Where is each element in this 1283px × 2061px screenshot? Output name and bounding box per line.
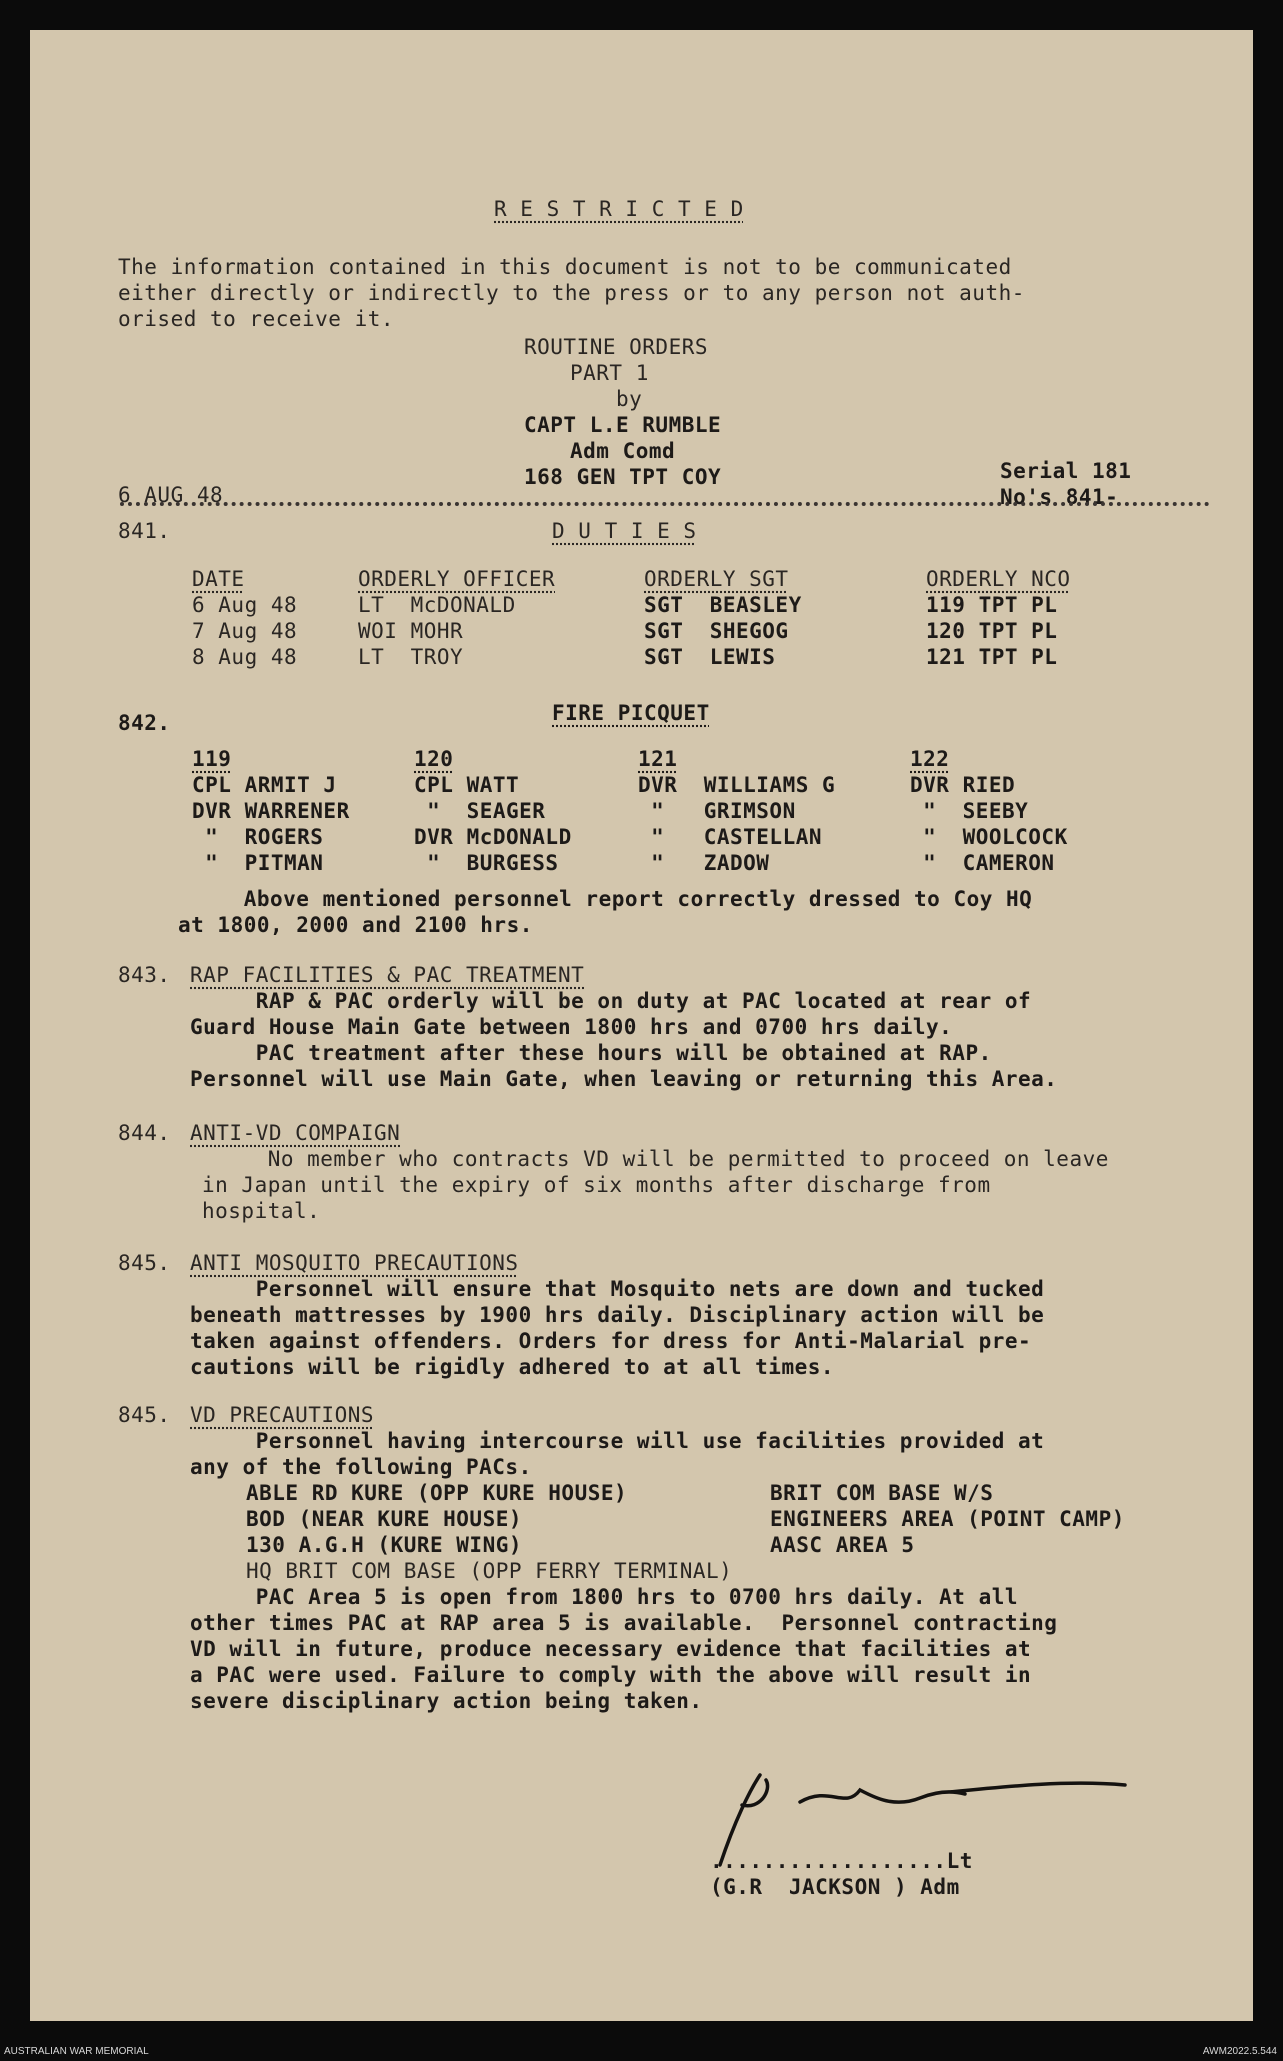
document-page bbox=[30, 30, 1253, 2021]
signature-dots: ..................Lt bbox=[710, 1849, 973, 1873]
picquet-group-number: 120 bbox=[414, 747, 454, 771]
col-orderly-nco: ORDERLY NCO bbox=[926, 567, 1071, 591]
fire-picquet-heading: FIRE PICQUET bbox=[552, 701, 710, 725]
picquet-member: DVR WARRENER bbox=[192, 799, 350, 823]
title-unit: 168 GEN TPT COY bbox=[524, 465, 722, 489]
picquet-group-number: 121 bbox=[638, 747, 678, 771]
picquet-member: " BURGESS bbox=[414, 851, 559, 875]
order-date: 6 AUG 48 bbox=[118, 483, 224, 507]
duties-heading: D U T I E S bbox=[552, 519, 697, 543]
picquet-member: " SEAGER bbox=[414, 799, 546, 823]
pac-location: BOD (NEAR KURE HOUSE) bbox=[246, 1507, 523, 1531]
archive-footer-right: AWM2022.5.544 bbox=[1202, 2046, 1277, 2057]
pac-location: AASC AREA 5 bbox=[770, 1533, 915, 1557]
dotted-divider bbox=[120, 502, 1210, 506]
picquet-note-line: Above mentioned personnel report correctly dressed to Coy HQ bbox=[178, 887, 1033, 911]
vd-outro-line: severe disciplinary action being taken. bbox=[190, 1689, 703, 1713]
picquet-member: " CAMERON bbox=[910, 851, 1055, 875]
rap-line: Guard House Main Gate between 1800 hrs and 0700 hrs daily. bbox=[190, 1015, 953, 1039]
signatory-name: (G.R JACKSON ) Adm bbox=[710, 1875, 960, 1899]
picquet-member: " ROGERS bbox=[192, 825, 324, 849]
picquet-member: " CASTELLAN bbox=[638, 825, 823, 849]
title-officer: CAPT L.E RUMBLE bbox=[524, 413, 722, 437]
para-number-846: 845. bbox=[118, 1403, 171, 1427]
serial-number: Serial 181 bbox=[1000, 459, 1132, 483]
mosquito-line: cautions will be rigidly adhered to at all times. bbox=[190, 1355, 835, 1379]
para-number-841: 841. bbox=[118, 519, 171, 543]
antivd-line: No member who contracts VD will be permitted to proceed on leave bbox=[202, 1147, 1109, 1171]
pac-location: 130 A.G.H (KURE WING) bbox=[246, 1533, 523, 1557]
vd-intro-line: Personnel having intercourse will use facilities provided at bbox=[190, 1429, 1045, 1453]
warning-line-1: The information contained in this document is not to be communicated bbox=[118, 255, 1012, 279]
picquet-group-number: 122 bbox=[910, 747, 950, 771]
mosquito-heading: ANTI MOSQUITO PRECAUTIONS bbox=[190, 1251, 519, 1275]
duty-date: 8 Aug 48 bbox=[192, 645, 298, 669]
vd-outro-line: VD will in future, produce necessary evidence that facilities at bbox=[190, 1637, 1032, 1661]
picquet-member: " PITMAN bbox=[192, 851, 324, 875]
vd-outro-line: a PAC were used. Failure to comply with the above will result in bbox=[190, 1663, 1032, 1687]
duty-officer: LT McDONALD bbox=[358, 593, 516, 617]
antivd-heading: ANTI-VD COMPAIGN bbox=[190, 1121, 401, 1145]
vd-outro-line: PAC Area 5 is open from 1800 hrs to 0700 hrs daily. At all bbox=[190, 1585, 1019, 1609]
para-number-844: 844. bbox=[118, 1121, 171, 1145]
archive-footer-left: AUSTRALIAN WAR MEMORIAL bbox=[4, 2046, 149, 2057]
para-number-843: 843. bbox=[118, 963, 171, 987]
picquet-member: CPL ARMIT J bbox=[192, 773, 337, 797]
rap-line: Personnel will use Main Gate, when leaving or returning this Area. bbox=[190, 1067, 1058, 1091]
mosquito-line: Personnel will ensure that Mosquito nets are down and tucked bbox=[190, 1277, 1045, 1301]
duty-sgt: SGT LEWIS bbox=[644, 645, 776, 669]
pac-location: HQ BRIT COM BASE (OPP FERRY TERMINAL) bbox=[246, 1559, 733, 1583]
vd-outro-line: other times PAC at RAP area 5 is available. Personnel contracting bbox=[190, 1611, 1058, 1635]
rap-heading: RAP FACILITIES & PAC TREATMENT bbox=[190, 963, 585, 987]
picquet-group-number: 119 bbox=[192, 747, 232, 771]
pac-location: BRIT COM BASE W/S bbox=[770, 1481, 994, 1505]
picquet-member: DVR RIED bbox=[910, 773, 1016, 797]
title-adm-comd: Adm Comd bbox=[570, 439, 676, 463]
warning-line-2: either directly or indirectly to the press or to any person not auth- bbox=[118, 281, 1025, 305]
col-date: DATE bbox=[192, 567, 245, 591]
picquet-member: " WOOLCOCK bbox=[910, 825, 1068, 849]
warning-line-3: orised to receive it. bbox=[118, 307, 395, 331]
para-number-842: 842. bbox=[118, 711, 171, 735]
duty-officer: WOI MOHR bbox=[358, 619, 464, 643]
mosquito-line: taken against offenders. Orders for dress for Anti-Malarial pre- bbox=[190, 1329, 1032, 1353]
duty-nco: 121 TPT PL bbox=[926, 645, 1058, 669]
order-numbers: No's 841- bbox=[1000, 485, 1119, 509]
duty-officer: LT TROY bbox=[358, 645, 464, 669]
col-orderly-officer: ORDERLY OFFICER bbox=[358, 567, 556, 591]
picquet-member: " ZADOW bbox=[638, 851, 770, 875]
picquet-member: DVR McDONALD bbox=[414, 825, 572, 849]
antivd-line: hospital. bbox=[202, 1199, 321, 1223]
restricted-heading: R E S T R I C T E D bbox=[494, 197, 744, 221]
picquet-member: DVR WILLIAMS G bbox=[638, 773, 836, 797]
duty-sgt: SGT BEASLEY bbox=[644, 593, 802, 617]
para-number-845: 845. bbox=[118, 1251, 171, 1275]
title-routine-orders: ROUTINE ORDERS bbox=[524, 335, 709, 359]
rap-line: PAC treatment after these hours will be obtained at RAP. bbox=[190, 1041, 992, 1065]
duty-sgt: SGT SHEGOG bbox=[644, 619, 789, 643]
duty-date: 6 Aug 48 bbox=[192, 593, 298, 617]
picquet-member: " GRIMSON bbox=[638, 799, 796, 823]
vd-intro-line: any of the following PACs. bbox=[190, 1455, 532, 1479]
vd-heading: VD PRECAUTIONS bbox=[190, 1403, 375, 1427]
duty-nco: 120 TPT PL bbox=[926, 619, 1058, 643]
title-part: PART 1 bbox=[570, 361, 649, 385]
duty-date: 7 Aug 48 bbox=[192, 619, 298, 643]
col-orderly-sgt: ORDERLY SGT bbox=[644, 567, 789, 591]
picquet-member: " SEEBY bbox=[910, 799, 1029, 823]
duty-nco: 119 TPT PL bbox=[926, 593, 1058, 617]
pac-location: ABLE RD KURE (OPP KURE HOUSE) bbox=[246, 1481, 628, 1505]
rap-line: RAP & PAC orderly will be on duty at PAC located at rear of bbox=[190, 989, 1032, 1013]
antivd-line: in Japan until the expiry of six months after discharge from bbox=[202, 1173, 991, 1197]
pac-location: ENGINEERS AREA (POINT CAMP) bbox=[770, 1507, 1125, 1531]
mosquito-line: beneath mattresses by 1900 hrs daily. Disciplinary action will be bbox=[190, 1303, 1045, 1327]
title-by: by bbox=[616, 387, 643, 411]
picquet-member: CPL WATT bbox=[414, 773, 520, 797]
picquet-note-line: at 1800, 2000 and 2100 hrs. bbox=[178, 913, 533, 937]
